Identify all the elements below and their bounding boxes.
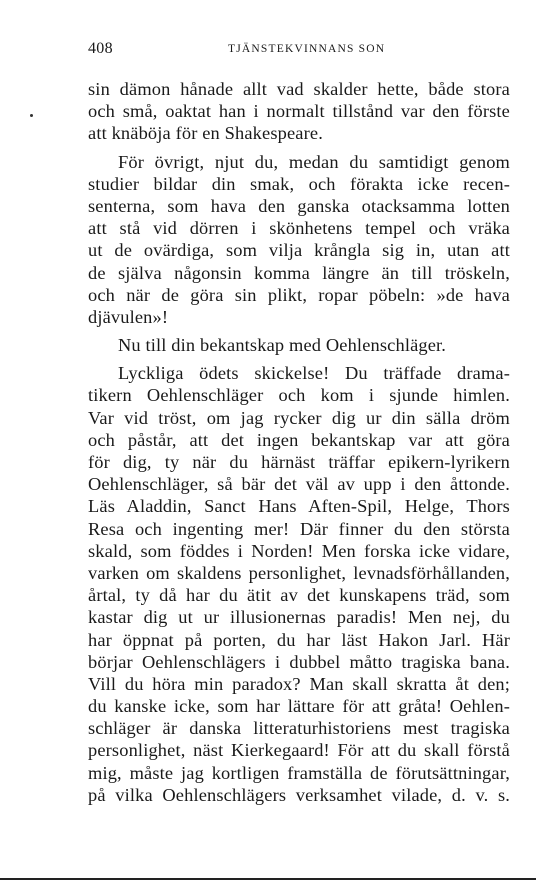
text-line: sin dämon hånade allt vad skalder hette, både stora — [88, 79, 510, 99]
page-number: 408 — [88, 40, 113, 57]
text-line: studier bildar din smak, och förakta icke recen- — [88, 173, 510, 194]
text-line: och när de göra sin plikt, ropar pöbeln: »de hava — [88, 284, 510, 305]
text-line: Nu till din bekantskap med Oehlenschläger. — [118, 335, 447, 356]
text-line: de själva någonsin komma längre än till tröskeln, — [88, 262, 510, 283]
text-line: för dig, ty när du härnäst träffar epikern-lyrikern — [88, 452, 510, 472]
text-line: mig, måste jag kortligen framställa de förutsättningar, — [88, 762, 510, 783]
text-line: ut de ovärdiga, som vilja krångla sig in, utan att — [88, 240, 510, 261]
text-line: schläger är danska litteraturhistoriens mest tragiska — [88, 718, 510, 739]
text-line: att stå vid dörren i skönhetens tempel och vräka — [88, 218, 510, 239]
text-line: årtal, ty då har du ätit av det kunskapens träd, som — [88, 585, 510, 606]
text-line: skald, som föddes i Norden! Men forska icke vidare, — [88, 540, 510, 561]
running-title: TJÄNSTEKVINNANS SON — [228, 43, 386, 55]
margin-speck — [30, 114, 33, 117]
text-line: tikern Oehlenschläger och kom i sjunde himlen. — [88, 385, 510, 406]
text-line: Var vid tröst, om jag rycker dig ur din sälla dröm — [88, 407, 510, 428]
body-text — [88, 78, 510, 806]
text-line: och påstår, att det ingen bekantskap var att göra — [88, 429, 510, 450]
text-line: kastar dig ut ur illusionernas paradis! Men nej, du — [88, 607, 510, 628]
text-line: senterna, som hava den ganska otacksamma lotten — [88, 195, 510, 216]
text-line: Lyckliga ödets skickelse! Du träffade drama- — [118, 363, 510, 384]
text-line: har öppnat på porten, du har läst Hakon Jarl. Här — [88, 629, 510, 650]
text-line: personlighet, näst Kierkegaard! För att du skall förstå — [88, 740, 510, 761]
text-line: djävulen»! — [88, 306, 169, 327]
text-line: du kanske icke, som har lättare för att gråta! Oehlen- — [88, 696, 510, 717]
text-line: att knäböja för en Shakespeare. — [88, 123, 323, 144]
text-line: Läs Aladdin, Sanct Hans Aften-Spil, Helge, Thors — [88, 496, 510, 517]
text-line: För övrigt, njut du, medan du samtidigt genom — [118, 151, 510, 172]
text-line: Oehlenschläger, så bär det väl av upp i den åttonde. — [88, 474, 510, 495]
text-line: och små, oaktat han i normalt tillstånd var den förste — [88, 101, 510, 122]
text-line: börjar Oehlenschlägers i dubbel måtto tragiska bana. — [88, 651, 510, 672]
text-line: Vill du höra min paradox? Man skall skratta åt den; — [88, 673, 510, 694]
text-line: varken om skaldens personlighet, levnadsförhållanden, — [88, 562, 510, 583]
text-line: Resa och ingenting mer! Där finner du den största — [88, 518, 510, 539]
text-line: på vilka Oehlenschlägers verksamhet vilade, d. v. s. — [88, 784, 510, 805]
running-head — [88, 40, 508, 62]
